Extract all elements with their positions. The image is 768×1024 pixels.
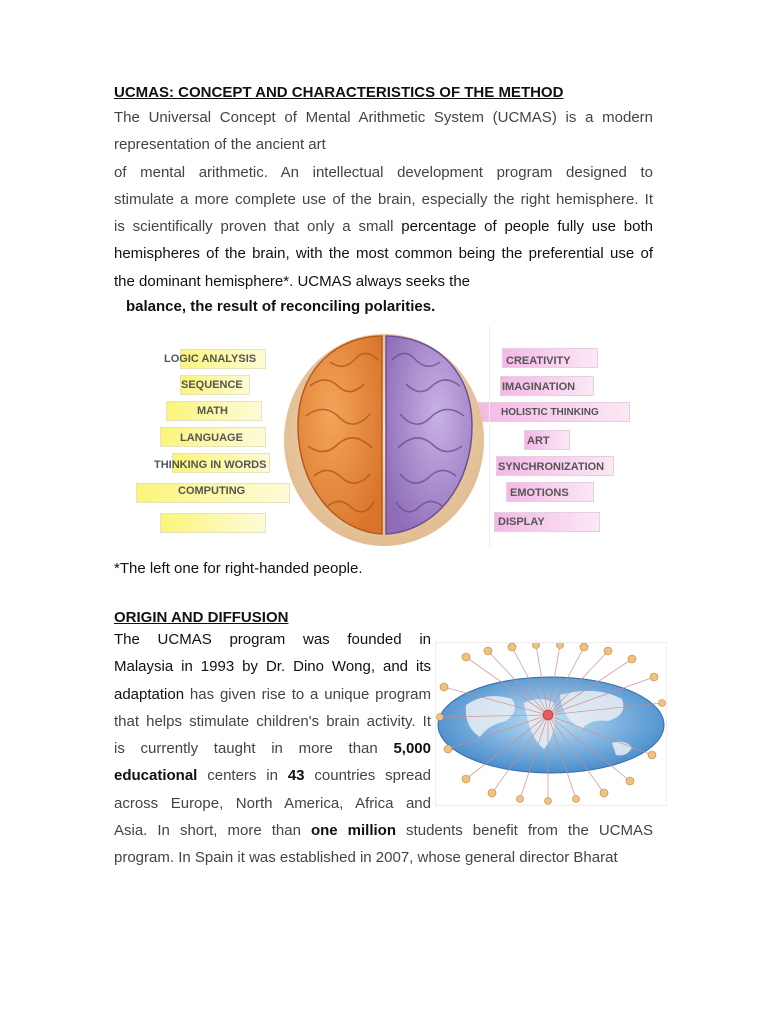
balance-statement: balance, the result of reconciling polarities.: [126, 298, 436, 315]
text-span: countries spread: [304, 767, 431, 785]
left-label-language: LANGUAGE: [180, 432, 243, 444]
text-line: stimulate a more complete use of the brain, especially the right hemisphere. It: [114, 190, 653, 208]
text-line: representation of the ancient art: [114, 136, 326, 154]
text-line: across Europe, North America, Africa and: [114, 794, 431, 812]
text-line: [114, 213, 653, 240]
highlight-bar: [160, 513, 266, 533]
text-line: that helps stimulate children's brain activity. It: [114, 712, 431, 730]
right-label-creativity: CREATIVITY: [506, 355, 571, 367]
left-label-computing: COMPUTING: [178, 485, 246, 497]
brain-illustration: [280, 326, 490, 548]
text-line: of mental arithmetic. An intellectual development program designed to: [114, 163, 653, 181]
left-label-logic-analysis: LOGIC ANALYSIS: [164, 353, 257, 365]
text-span: students benefit from the UCMAS: [396, 822, 653, 839]
left-label-sequence: SEQUENCE: [181, 379, 243, 391]
text-span: Asia. In short, more than: [114, 822, 311, 839]
text-span: centers in: [197, 767, 288, 785]
text-line: The Universal Concept of Mental Arithmetic System (UCMAS) is a modern: [114, 109, 653, 126]
right-label-display: DISPLAY: [498, 516, 545, 528]
footnote: *The left one for right-handed people.: [114, 560, 363, 577]
left-label-thinking-in-words: THINKING IN WORDS: [154, 459, 267, 471]
section-heading-origin: ORIGIN AND DIFFUSION: [114, 609, 289, 626]
text-span: 43: [287, 767, 305, 785]
ucmas-paragraph: [114, 104, 653, 295]
text-line: [114, 681, 431, 708]
right-label-holistic-thinking: HOLISTIC THINKING: [501, 407, 599, 418]
right-label-emotions: EMOTIONS: [510, 487, 569, 499]
text-span: one million: [310, 822, 397, 839]
text-line: program. In Spain it was established in 2007, whose general director Bharat: [114, 849, 618, 867]
text-span: adaptation: [114, 685, 185, 703]
text-span: percentage of people fully use both: [401, 218, 653, 236]
text-line: [114, 817, 653, 844]
left-label-math: MATH: [197, 405, 228, 417]
text-line: Malaysia in 1993 by Dr. Dino Wong, and its: [114, 658, 431, 676]
text-span: is currently taught in more than: [114, 740, 394, 758]
text-span: educational: [114, 767, 198, 785]
text-span: has given rise to a unique program: [184, 685, 431, 703]
right-label-art: ART: [527, 435, 550, 447]
origin-paragraph-full: [114, 817, 653, 872]
text-span: is scientifically proven that only a small: [114, 218, 402, 236]
globe-illustration: [436, 643, 666, 805]
brain-hemispheres-figure: [130, 322, 640, 550]
text-line: the dominant hemisphere*. UCMAS always seeks the: [114, 272, 471, 290]
section-heading-ucmas: UCMAS: CONCEPT AND CHARACTERISTICS OF THE METHOD: [114, 84, 564, 101]
text-line: [114, 762, 431, 789]
text-line: hemispheres of the brain, with the most common being the preferential use of: [114, 245, 653, 263]
right-label-synchronization: SYNCHRONIZATION: [498, 461, 605, 473]
right-label-imagination: IMAGINATION: [502, 381, 576, 393]
text-line: [114, 735, 431, 762]
text-line: The UCMAS program was founded in: [114, 631, 431, 648]
text-span: 5,000: [393, 740, 431, 758]
world-network-image: [435, 642, 667, 806]
origin-paragraph-wrapped: [114, 626, 431, 817]
